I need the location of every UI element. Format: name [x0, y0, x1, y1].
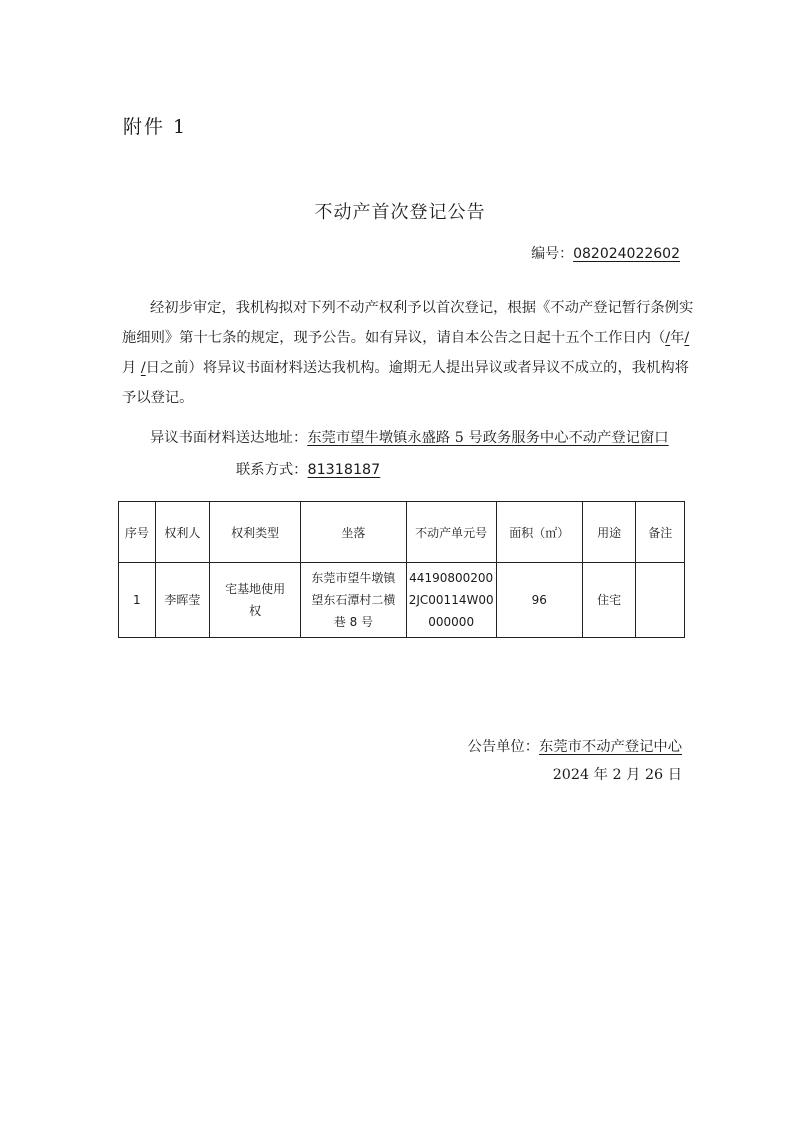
serial-value: 082024022602	[573, 246, 680, 262]
right-type-line: 宅基地使用	[225, 582, 286, 596]
attachment-label: 附件 1	[123, 116, 188, 138]
contact-label: 联系方式：	[236, 462, 308, 478]
issuer-value: 东莞市不动产登记中心	[539, 739, 682, 755]
cell-unit-number	[406, 563, 496, 638]
serial-number	[531, 243, 680, 263]
body-line-3-tail: 日之前）将异议书面材料送达我机构。逾期无人提出异议或者异议不成立的，我机构将	[145, 360, 689, 376]
page-title: 不动产首次登记公告	[314, 202, 486, 223]
header-usage: 用途	[582, 502, 635, 563]
body-line-1: 经初步审定，我机构拟对下列不动产权利予以首次登记，根据《不动产登记暂行条例实	[150, 300, 694, 316]
date-blank-3: /	[140, 360, 146, 376]
cell-usage: 住宅	[582, 563, 635, 638]
cell-right-type	[210, 563, 301, 638]
issuer	[468, 736, 682, 756]
location-line: 望东石潭村二横	[311, 593, 396, 607]
cell-area: 96	[496, 563, 582, 638]
objection-address	[150, 426, 669, 450]
header-index: 序号	[119, 502, 156, 563]
body-line-2-text: 施细则》第十七条的规定，现予公告。如有异议，请自本公告之日起十五个工作日内（	[122, 330, 666, 346]
body-line-2-tail: 年	[670, 330, 685, 346]
serial-label: 编号：	[531, 246, 574, 262]
header-unit-number: 不动产单元号	[406, 502, 496, 563]
unit-number-line: 2JC00114W00	[408, 593, 494, 607]
date-blank-2: /	[684, 330, 690, 346]
cell-holder: 李晖莹	[155, 563, 209, 638]
body-line-2	[122, 323, 690, 353]
contact-info	[236, 458, 380, 482]
date-blank-1: /	[665, 330, 671, 346]
cell-remark	[636, 563, 685, 638]
header-remark: 备注	[636, 502, 685, 563]
unit-number-line: 000000	[428, 615, 475, 629]
registration-table	[118, 501, 685, 638]
contact-value: 81318187	[307, 462, 381, 478]
header-area: 面积（㎡）	[496, 502, 582, 563]
cell-index: 1	[119, 563, 156, 638]
location-line: 巷 8 号	[333, 615, 374, 629]
cell-location	[301, 563, 407, 638]
issue-date: 2024 年 2 月 26 日	[552, 767, 682, 783]
unit-number-line: 44190800200	[409, 571, 494, 585]
table-header-row	[119, 502, 685, 563]
location-line: 东莞市望牛墩镇	[311, 571, 396, 585]
table-row	[119, 563, 685, 638]
objection-address-value: 东莞市望牛墩镇永盛路 5 号政务服务中心不动产登记窗口	[307, 430, 669, 446]
right-type-line: 权	[249, 604, 262, 618]
body-line-4: 予以登记。	[122, 390, 194, 406]
header-right-type: 权利类型	[210, 502, 301, 563]
objection-address-label: 异议书面材料送达地址：	[150, 430, 308, 446]
header-location: 坐落	[301, 502, 407, 563]
announcement-body	[122, 293, 694, 413]
issuer-label: 公告单位：	[467, 739, 540, 755]
body-line-3-head: 月	[122, 360, 137, 376]
header-holder: 权利人	[155, 502, 209, 563]
body-line-3	[122, 353, 689, 383]
